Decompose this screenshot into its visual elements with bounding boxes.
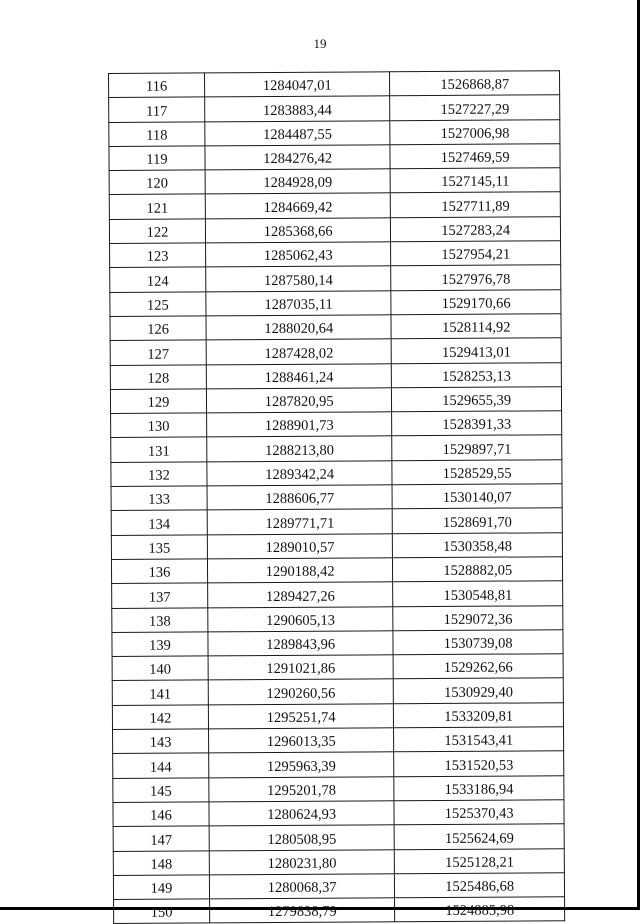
y-coordinate-cell: 1529072,36 bbox=[393, 605, 563, 630]
point-number-cell: 148 bbox=[113, 850, 209, 875]
table-row bbox=[109, 217, 560, 244]
point-number-cell: 128 bbox=[110, 364, 206, 389]
x-coordinate-cell: 1289427,26 bbox=[208, 582, 394, 607]
x-coordinate-cell: 1284276,42 bbox=[205, 145, 391, 170]
point-number-cell: 122 bbox=[109, 219, 205, 244]
x-coordinate-cell: 1287580,14 bbox=[206, 266, 392, 291]
y-coordinate-cell: 1527145,11 bbox=[390, 168, 560, 193]
y-coordinate-cell: 1527976,78 bbox=[391, 265, 561, 290]
table-row bbox=[111, 484, 562, 511]
point-number-cell: 147 bbox=[113, 826, 209, 851]
table-row bbox=[109, 119, 560, 146]
coordinates-table bbox=[108, 70, 565, 924]
x-coordinate-cell: 1288020,64 bbox=[206, 315, 392, 340]
x-coordinate-cell: 1280231,80 bbox=[209, 849, 395, 874]
point-number-cell: 142 bbox=[112, 705, 208, 730]
coordinates-table-body bbox=[109, 71, 565, 924]
table-row bbox=[110, 241, 561, 268]
y-coordinate-cell: 1528253,13 bbox=[392, 362, 562, 387]
x-coordinate-cell: 1291021,86 bbox=[208, 655, 394, 680]
x-coordinate-cell: 1283883,44 bbox=[205, 96, 391, 121]
x-coordinate-cell: 1288213,80 bbox=[207, 436, 393, 461]
x-coordinate-cell: 1290260,56 bbox=[208, 679, 394, 704]
table-row bbox=[113, 848, 564, 875]
x-coordinate-cell: 1296013,35 bbox=[208, 728, 394, 753]
table-row bbox=[112, 654, 563, 681]
x-coordinate-cell: 1280508,95 bbox=[209, 825, 395, 850]
y-coordinate-cell: 1528114,92 bbox=[391, 314, 561, 339]
table-row bbox=[111, 532, 562, 559]
x-coordinate-cell: 1288901,73 bbox=[207, 412, 393, 437]
y-coordinate-cell: 1527711,89 bbox=[391, 192, 561, 217]
point-number-cell: 135 bbox=[111, 535, 207, 560]
x-coordinate-cell: 1288461,24 bbox=[206, 363, 392, 388]
x-coordinate-cell: 1285368,66 bbox=[205, 218, 391, 243]
x-coordinate-cell: 1289010,57 bbox=[207, 533, 393, 558]
point-number-cell: 124 bbox=[110, 267, 206, 292]
point-number-cell: 146 bbox=[113, 802, 209, 827]
point-number-cell: 120 bbox=[109, 170, 205, 195]
x-coordinate-cell: 1290605,13 bbox=[208, 606, 394, 631]
x-coordinate-cell: 1279838,79 bbox=[210, 898, 396, 923]
y-coordinate-cell: 1529897,71 bbox=[392, 435, 562, 460]
y-coordinate-cell: 1529413,01 bbox=[392, 338, 562, 363]
table-row bbox=[109, 144, 560, 171]
y-coordinate-cell: 1530140,07 bbox=[392, 484, 562, 509]
y-coordinate-cell: 1525486,68 bbox=[395, 873, 565, 898]
y-coordinate-cell: 1530739,08 bbox=[393, 630, 563, 655]
x-coordinate-cell: 1295201,78 bbox=[209, 776, 395, 801]
y-coordinate-cell: 1529655,39 bbox=[392, 387, 562, 412]
y-coordinate-cell: 1533186,94 bbox=[394, 775, 564, 800]
point-number-cell: 150 bbox=[114, 899, 210, 924]
point-number-cell: 121 bbox=[109, 194, 205, 219]
x-coordinate-cell: 1289771,71 bbox=[207, 509, 393, 534]
table-row bbox=[114, 897, 565, 924]
table-row bbox=[113, 727, 564, 754]
table-row bbox=[112, 702, 563, 729]
table-row bbox=[113, 824, 564, 851]
y-coordinate-cell: 1527954,21 bbox=[391, 241, 561, 266]
point-number-cell: 137 bbox=[112, 583, 208, 608]
point-number-cell: 123 bbox=[110, 243, 206, 268]
table-row bbox=[110, 362, 561, 389]
y-coordinate-cell: 1528391,33 bbox=[392, 411, 562, 436]
y-coordinate-cell: 1530929,40 bbox=[394, 678, 564, 703]
point-number-cell: 136 bbox=[111, 559, 207, 584]
x-coordinate-cell: 1288606,77 bbox=[207, 485, 393, 510]
table-row bbox=[113, 775, 564, 802]
table-row bbox=[111, 557, 562, 584]
table-row bbox=[111, 459, 562, 486]
table-row bbox=[112, 678, 563, 705]
point-number-cell: 138 bbox=[112, 607, 208, 632]
x-coordinate-cell: 1287820,95 bbox=[206, 388, 392, 413]
table-row bbox=[110, 314, 561, 341]
x-coordinate-cell: 1284487,55 bbox=[205, 120, 391, 145]
table-row bbox=[110, 387, 561, 414]
point-number-cell: 116 bbox=[109, 73, 205, 98]
table-row bbox=[111, 435, 562, 462]
point-number-cell: 132 bbox=[111, 462, 207, 487]
y-coordinate-cell: 1525370,43 bbox=[394, 800, 564, 825]
x-coordinate-cell: 1287428,02 bbox=[206, 339, 392, 364]
x-coordinate-cell: 1290188,42 bbox=[207, 558, 393, 583]
y-coordinate-cell: 1526868,87 bbox=[390, 71, 560, 96]
point-number-cell: 119 bbox=[109, 146, 205, 171]
point-number-cell: 129 bbox=[110, 389, 206, 414]
x-coordinate-cell: 1280624,93 bbox=[209, 801, 395, 826]
y-coordinate-cell: 1527006,98 bbox=[390, 119, 560, 144]
y-coordinate-cell: 1529262,66 bbox=[393, 654, 563, 679]
point-number-cell: 126 bbox=[110, 316, 206, 341]
x-coordinate-cell: 1295963,39 bbox=[209, 752, 395, 777]
y-coordinate-cell: 1528691,70 bbox=[393, 508, 563, 533]
table-row bbox=[110, 265, 561, 292]
table-row bbox=[111, 508, 562, 535]
table-row bbox=[112, 630, 563, 657]
x-coordinate-cell: 1284047,01 bbox=[204, 72, 390, 97]
x-coordinate-cell: 1289843,96 bbox=[208, 631, 394, 656]
y-coordinate-cell: 1525128,21 bbox=[395, 848, 565, 873]
table-row bbox=[111, 411, 562, 438]
x-coordinate-cell: 1284669,42 bbox=[205, 193, 391, 218]
table-row bbox=[110, 289, 561, 316]
y-coordinate-cell: 1533209,81 bbox=[394, 702, 564, 727]
y-coordinate-cell: 1527469,59 bbox=[390, 144, 560, 169]
table-row bbox=[109, 71, 560, 98]
y-coordinate-cell: 1531543,41 bbox=[394, 727, 564, 752]
x-coordinate-cell: 1284928,09 bbox=[205, 169, 391, 194]
x-coordinate-cell: 1289342,24 bbox=[207, 461, 393, 486]
point-number-cell: 143 bbox=[113, 729, 209, 754]
y-coordinate-cell: 1530358,48 bbox=[393, 532, 563, 557]
table-row bbox=[109, 168, 560, 195]
point-number-cell: 139 bbox=[112, 632, 208, 657]
point-number-cell: 145 bbox=[113, 778, 209, 803]
x-coordinate-cell: 1285062,43 bbox=[206, 242, 392, 267]
point-number-cell: 125 bbox=[110, 292, 206, 317]
table-row bbox=[112, 581, 563, 608]
table-row bbox=[109, 95, 560, 122]
page-number: 19 bbox=[313, 36, 327, 51]
table-row bbox=[113, 873, 564, 900]
point-number-cell: 130 bbox=[111, 413, 207, 438]
y-coordinate-cell: 1529170,66 bbox=[391, 289, 561, 314]
x-coordinate-cell: 1295251,74 bbox=[208, 703, 394, 728]
y-coordinate-cell: 1527283,24 bbox=[391, 217, 561, 242]
point-number-cell: 134 bbox=[111, 510, 207, 535]
point-number-cell: 133 bbox=[111, 486, 207, 511]
x-coordinate-cell: 1287035,11 bbox=[206, 290, 392, 315]
point-number-cell: 118 bbox=[109, 122, 205, 147]
point-number-cell: 117 bbox=[109, 97, 205, 122]
point-number-cell: 127 bbox=[110, 340, 206, 365]
y-coordinate-cell: 1530548,81 bbox=[393, 581, 563, 606]
table-row bbox=[110, 338, 561, 365]
x-coordinate-cell: 1280068,37 bbox=[209, 874, 395, 899]
y-coordinate-cell: 1531520,53 bbox=[394, 751, 564, 776]
table-row bbox=[113, 800, 564, 827]
y-coordinate-cell: 1524885,98 bbox=[395, 897, 565, 922]
y-coordinate-cell: 1527227,29 bbox=[390, 95, 560, 120]
y-coordinate-cell: 1525624,69 bbox=[394, 824, 564, 849]
point-number-cell: 144 bbox=[113, 753, 209, 778]
table-row bbox=[113, 751, 564, 778]
point-number-cell: 140 bbox=[112, 656, 208, 681]
point-number-cell: 131 bbox=[111, 437, 207, 462]
y-coordinate-cell: 1528882,05 bbox=[393, 557, 563, 582]
point-number-cell: 149 bbox=[113, 875, 209, 900]
table-row bbox=[112, 605, 563, 632]
point-number-cell: 141 bbox=[112, 680, 208, 705]
table-row bbox=[109, 192, 560, 219]
y-coordinate-cell: 1528529,55 bbox=[392, 459, 562, 484]
